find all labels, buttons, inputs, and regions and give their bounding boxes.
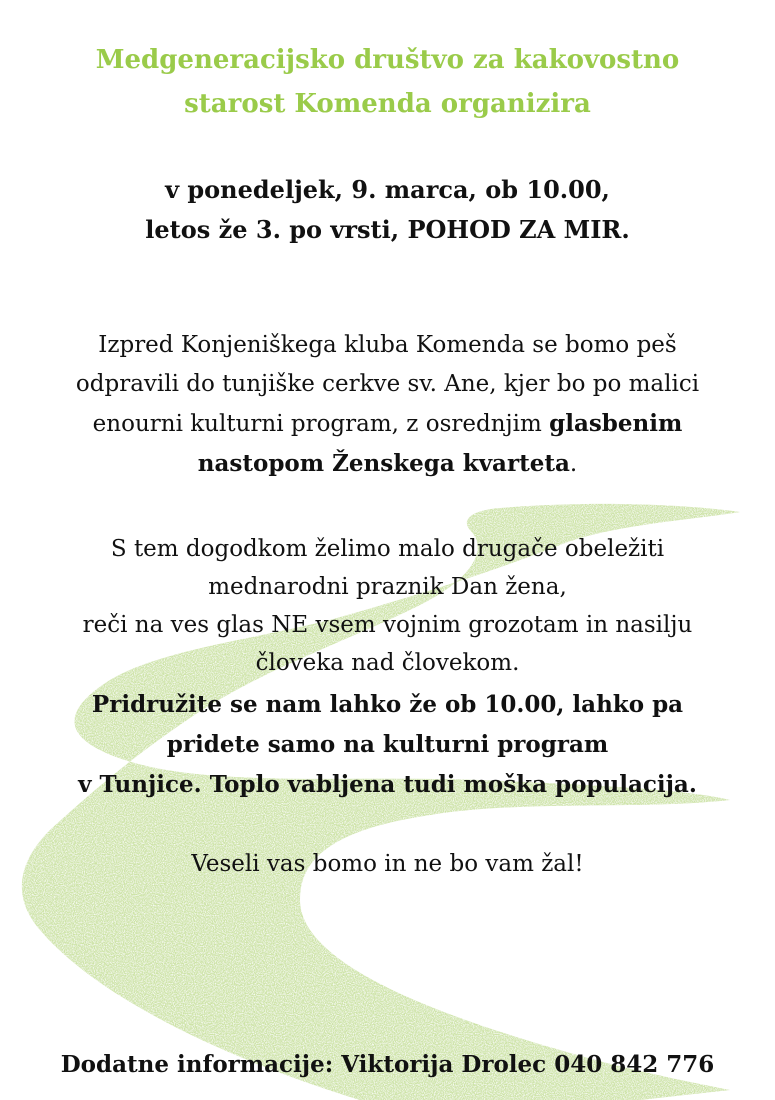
event-description — [20, 326, 755, 484]
organizer-title — [30, 38, 745, 126]
purpose-line2: mednarodni praznik Dan žena, — [208, 574, 567, 600]
invitation-line3: v Tunjice. Toplo vabljena tudi moška populacija. — [78, 771, 697, 798]
event-title-line: letos že 3. po vrsti, POHOD ZA MIR. — [145, 215, 630, 244]
invitation-text — [20, 685, 755, 805]
description-line1: Izpred Konjeniškega kluba Komenda se bomo peš — [98, 332, 677, 358]
event-date-line: v ponedeljek, 9. marca, ob 10.00, — [165, 175, 610, 204]
invitation-line1: Pridružite se nam lahko že ob 10.00, lahko pa — [91, 691, 684, 718]
description-line3-text: enourni kulturni program, z osrednjim — [92, 411, 550, 437]
invitation-line2: pridete samo na kulturni program — [166, 731, 609, 758]
purpose-line4: človeka nad človekom. — [255, 650, 520, 676]
purpose-line1: S tem dogodkom želimo malo drugače obeležiti — [110, 536, 665, 562]
description-line4-end: . — [569, 451, 578, 477]
event-purpose — [20, 530, 755, 682]
contact-info: Dodatne informacije: Viktorija Drolec 040 842 776 — [60, 1051, 715, 1078]
event-announcement — [30, 170, 745, 250]
closing-note: Veseli vas bomo in ne bo vam žal! — [191, 851, 584, 877]
purpose-line3: reči na ves glas NE vsem vojnim grozotam in nasilju — [82, 612, 693, 638]
description-line3-bold: glasbenim — [549, 410, 683, 437]
description-line2: odpravili do tunjiške cerkve sv. Ane, kjer bo po malici — [75, 371, 700, 397]
description-line3 — [20, 404, 755, 444]
organizer-title-line1: Medgeneracijsko društvo za kakovostno — [95, 45, 680, 75]
description-line4 — [20, 444, 755, 484]
description-line4-bold: nastopom Ženskega kvarteta — [197, 450, 570, 477]
organizer-title-line2: starost Komenda organizira — [184, 89, 591, 119]
